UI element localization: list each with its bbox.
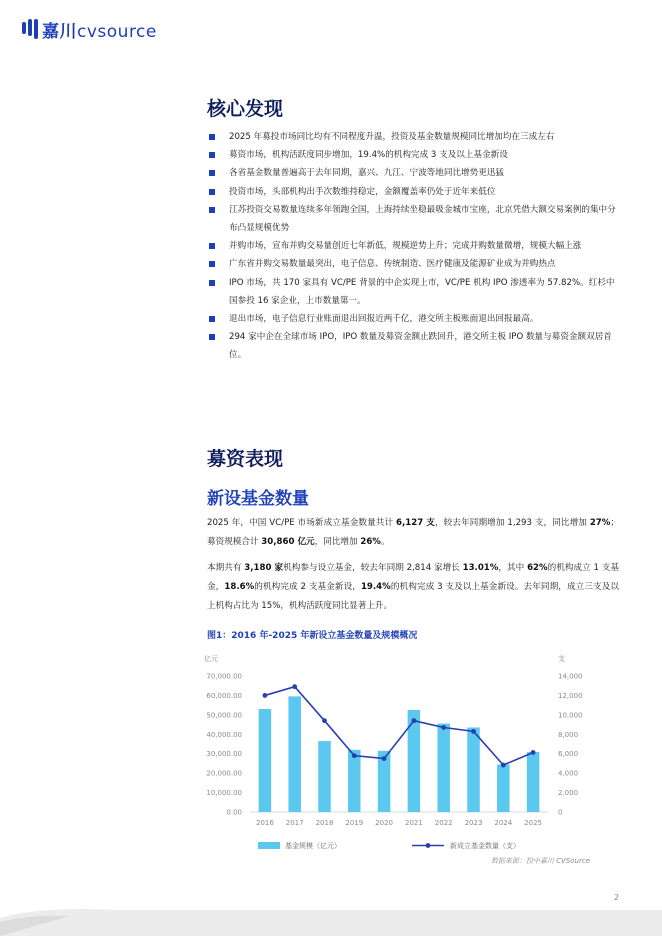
finding-item: 并购市场，宣布并购交易量创近七年新低，规模逆势上升；完成并购数量微增，规模大幅上涨 <box>207 237 619 255</box>
legend-bar-label: 基金规模（亿元） <box>285 842 341 850</box>
right-axis-label: 支 <box>558 655 565 663</box>
brand-name-cn: 嘉川 <box>42 21 77 42</box>
bar <box>288 696 301 812</box>
core-findings-list <box>207 128 619 365</box>
left-tick-label: 50,000.00 <box>206 711 242 720</box>
core-findings-title: 核心发现 <box>207 98 284 120</box>
highlight-figure: 6,127 支 <box>396 518 435 528</box>
line-point <box>382 756 387 761</box>
page-number: 2 <box>614 893 620 902</box>
left-tick-label: 40,000.00 <box>206 730 242 739</box>
x-tick-label: 2019 <box>345 819 364 827</box>
brand-logo <box>22 14 157 44</box>
highlight-figure: 19.4% <box>360 582 391 592</box>
line-point <box>531 750 536 755</box>
x-tick-label: 2021 <box>404 819 423 827</box>
right-tick-label: 4,000 <box>558 769 579 778</box>
x-tick-label: 2024 <box>494 819 513 827</box>
brand-mark-icon <box>22 19 38 39</box>
text-run: 2025 年，中国 VC/PE 市场新成立基金数量共计 <box>207 518 396 528</box>
text-run: 。 <box>380 537 390 547</box>
figure-source: 数据来源：投中嘉川 CVSource <box>490 857 590 865</box>
text-run: 的机构完成 2 支基金新设， <box>254 582 361 592</box>
finding-item: 投资市场，头部机构出手次数维持稳定，金额覆盖率仍处于近年来低位 <box>207 183 619 201</box>
text-run: 本期共有 <box>207 563 245 573</box>
highlight-figure: 18.6% <box>224 582 255 592</box>
highlight-figure: 62% <box>527 563 548 573</box>
left-axis-label: 亿元 <box>204 655 218 663</box>
right-tick-label: 0 <box>558 808 563 817</box>
right-tick-label: 6,000 <box>558 750 579 759</box>
bar <box>348 750 361 812</box>
finding-item: 294 家中企在全球市场 IPO，IPO 数量及募资金额止跌回升，港交所主板 IPO 数量与募资金额双居首位。 <box>207 328 619 364</box>
text-run: ，同比增加 <box>314 537 361 547</box>
line-point <box>471 729 476 734</box>
right-tick-label: 2,000 <box>558 789 579 798</box>
line-point <box>441 725 446 730</box>
x-tick-label: 2017 <box>285 819 304 827</box>
line-point <box>352 753 357 758</box>
left-tick-label: 60,000.00 <box>206 691 242 700</box>
line-point <box>322 718 327 723</box>
x-tick-label: 2020 <box>375 819 394 827</box>
bar <box>527 752 540 812</box>
text-run: 的机构成立 1 支基金， <box>207 563 619 592</box>
text-run: 机构参与设立基金，较去年同期 2,814 家增长 <box>283 563 463 573</box>
line-point <box>412 718 417 723</box>
text-run: ，较去年同期增加 1,293 支，同比增加 <box>434 518 590 528</box>
new-funds-subtitle: 新设基金数量 <box>207 489 309 509</box>
highlight-figure: 27% <box>589 518 611 528</box>
finding-item: 退出市场，电子信息行业账面退出回报近两千亿，港交所主板账面退出回报最高。 <box>207 310 619 328</box>
series-line <box>265 687 533 765</box>
left-tick-label: 70,000.00 <box>206 672 242 681</box>
highlight-figure: 13.01% <box>462 563 499 573</box>
brand-name-en: cvsource <box>77 21 157 42</box>
legend-bar-swatch <box>258 842 280 849</box>
left-tick-label: 20,000.00 <box>206 769 242 778</box>
right-tick-label: 8,000 <box>558 730 579 739</box>
highlight-figure: 3,180 家 <box>244 563 284 573</box>
x-tick-label: 2016 <box>255 819 274 827</box>
bar <box>318 741 331 812</box>
finding-item: 募资市场，机构活跃度同步增加，19.4%的机构完成 3 支及以上基金新设 <box>207 146 619 164</box>
bar <box>437 724 450 812</box>
bar <box>497 764 510 812</box>
finding-item: 各省基金数量普遍高于去年同期，嘉兴、九江、宁波等地同比增势更迅猛 <box>207 164 619 182</box>
text-run: ；募资规模合计 <box>207 518 619 547</box>
finding-item: IPO 市场，共 170 家具有 VC/PE 背景的中企实现上市，VC/PE 机构 IPO 渗透率为 57.82%。红杉中国参投 16 家企业，上市数量第一。 <box>207 274 619 310</box>
bar <box>259 709 272 812</box>
right-tick-label: 14,000 <box>558 672 583 681</box>
x-tick-label: 2022 <box>434 819 453 827</box>
left-tick-label: 10,000.00 <box>206 789 242 798</box>
fundraising-paragraph-1 <box>207 514 619 552</box>
finding-item: 广东省并购交易数量最突出，电子信息、传统制造、医疗健康及能源矿业成为并购热点 <box>207 255 619 273</box>
line-point <box>263 693 268 698</box>
left-tick-label: 0.00 <box>226 808 242 817</box>
right-tick-label: 12,000 <box>558 691 583 700</box>
right-tick-label: 10,000 <box>558 711 583 720</box>
highlight-figure: 30,860 亿元 <box>261 537 315 547</box>
finding-item: 江苏投资交易数量连续多年领跑全国，上海持续坐稳最吸金城市宝座，北京凭借大额交易案例的集中分布凸显规模优势 <box>207 201 619 237</box>
x-tick-label: 2018 <box>315 819 334 827</box>
x-tick-label: 2023 <box>464 819 483 827</box>
legend-line-marker <box>426 843 431 848</box>
brand-name <box>42 17 157 42</box>
highlight-figure: 26% <box>360 537 381 547</box>
footer-band <box>0 906 662 936</box>
left-tick-label: 30,000.00 <box>206 750 242 759</box>
text-run: 的机构完成 3 支及以上基金新设。去年同期，成立三支及以上机构占比为 15%，机构活跃度同比显著上升。 <box>207 582 619 611</box>
legend-line-label: 新成立基金数量（支） <box>450 842 520 850</box>
fund-chart <box>200 648 600 868</box>
fundraising-paragraph-2 <box>207 559 619 616</box>
text-run: ，其中 <box>498 563 528 573</box>
fundraising-title: 募资表现 <box>207 448 284 470</box>
x-tick-label: 2025 <box>524 819 543 827</box>
finding-item: 2025 年募投市场同比均有不同程度升温，投资及基金数量规模同比增加均在三成左右 <box>207 128 619 146</box>
bar <box>467 727 480 812</box>
figure-title: 图1：2016 年-2025 年新设立基金数量及规模概况 <box>207 631 418 641</box>
line-point <box>292 684 297 689</box>
line-point <box>501 763 506 768</box>
